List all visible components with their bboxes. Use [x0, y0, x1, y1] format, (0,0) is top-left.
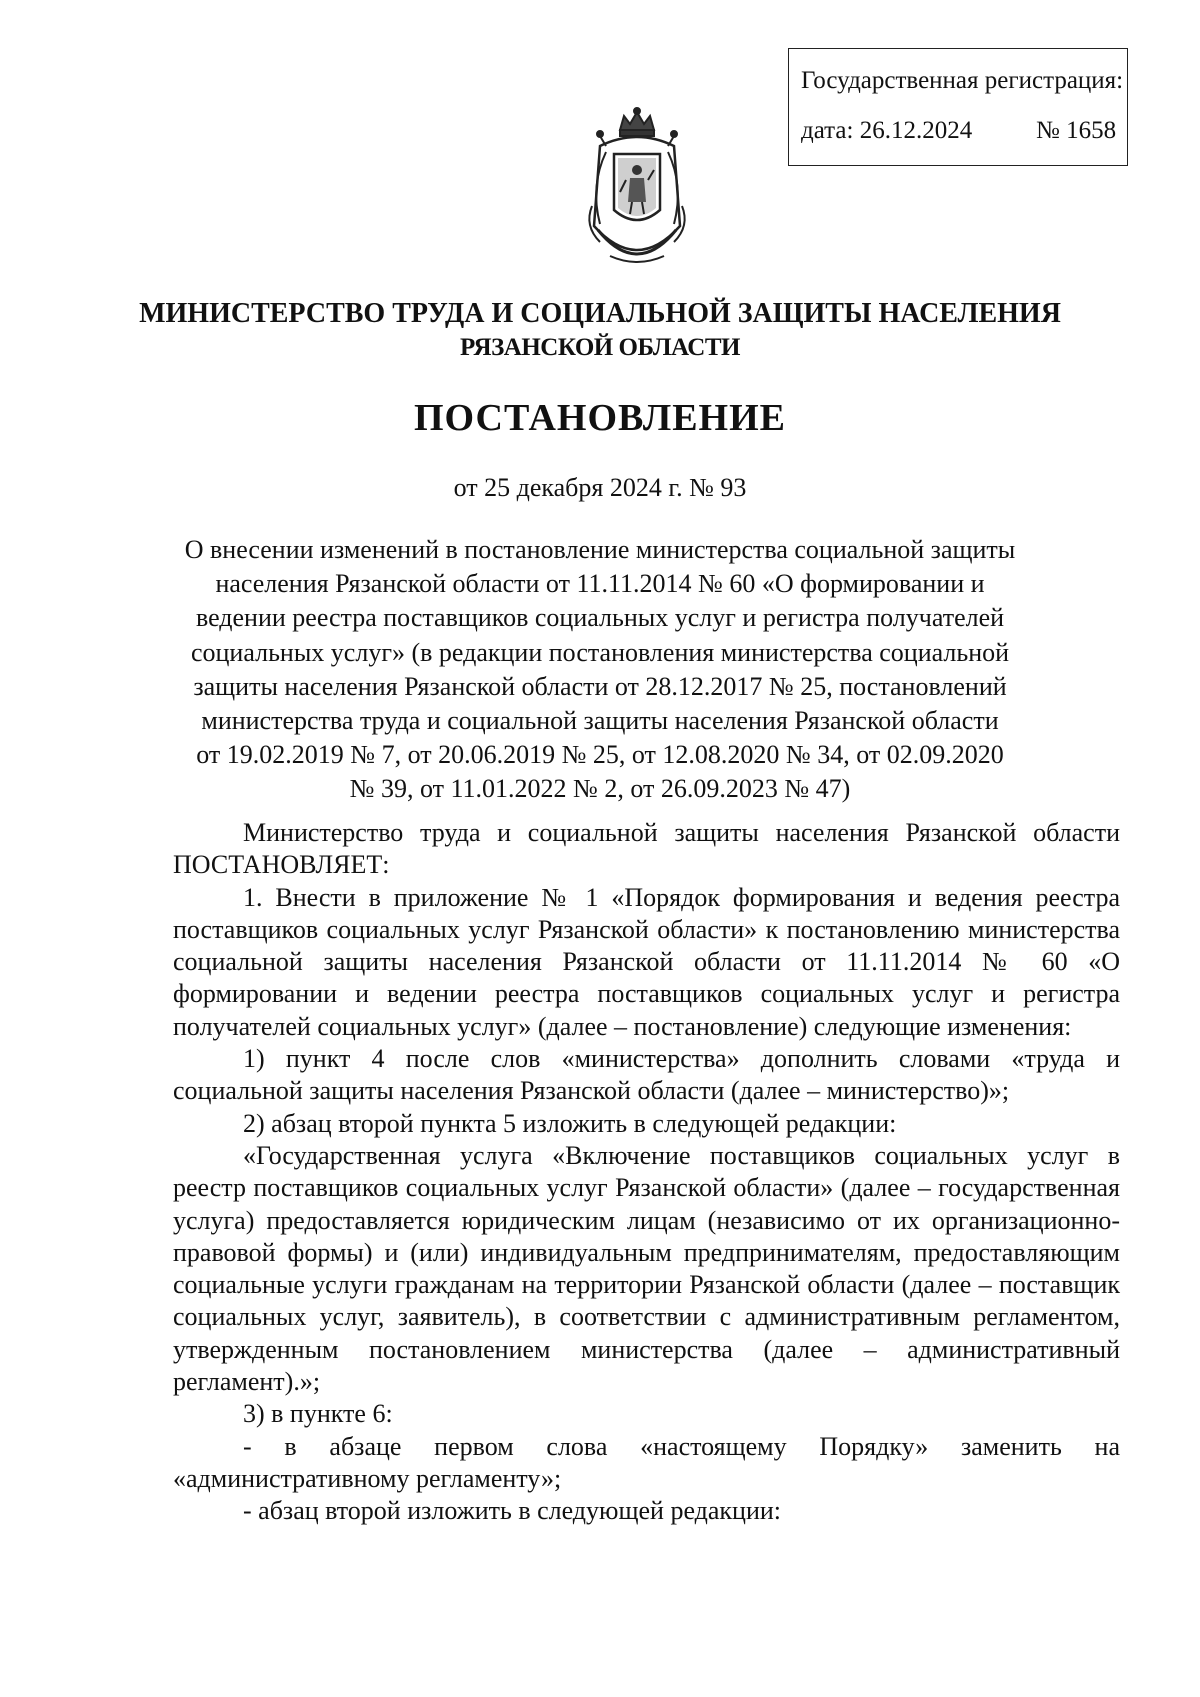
body-paragraph-subitem-1: 1) пункт 4 после слов «министерства» дополнить словами «труда и социальной защиты населения Рязанской области (далее – министерство)»; — [173, 1044, 1120, 1106]
body-paragraph-preamble: Министерство труда и социальной защиты населения Рязанской области ПОСТАНОВЛЯЕТ: — [173, 818, 1120, 880]
title-line: от 19.02.2019 № 7, от 20.06.2019 № 25, от 12.08.2020 № 34, от 02.09.2020 — [196, 740, 1004, 770]
ministry-name-line2: РЯЗАНСКОЙ ОБЛАСТИ — [460, 334, 740, 361]
document-body — [173, 817, 1120, 1528]
body-paragraph-subitem-3: 3) в пункте 6: — [243, 1399, 393, 1429]
registration-number: № 1658 — [1036, 117, 1117, 144]
document-title — [150, 533, 1050, 807]
document-type: ПОСТАНОВЛЕНИЕ — [413, 397, 787, 439]
registration-date: дата: 26.12.2024 — [801, 117, 973, 144]
body-paragraph-quote: «Государственная услуга «Включение поставщиков социальных услуг в реестр поставщиков социальных услуг Рязанской области» (далее – государственная услуга) предоставляется юридическим лицам (независимо от их организационно-правовой формы) и (или) индивидуальным предпринимателям, предоставляющим социальные услуги гражданам на территории Рязанской области (далее – поставщик социальных услуг, заявитель), в соответствии с административным регламентом, утвержденным постановлением министерства (далее – административный регламент).»; — [173, 1140, 1120, 1397]
title-line: защиты населения Рязанской области от 28.12.2017 № 25, постановлений — [193, 671, 1007, 701]
body-paragraph-dash-2: - абзац второй изложить в следующей редакции: — [243, 1496, 782, 1526]
coat-of-arms-icon — [570, 106, 704, 276]
ministry-name-line1: МИНИСТЕРСТВО ТРУДА И СОЦИАЛЬНОЙ ЗАЩИТЫ НАСЕЛЕНИЯ — [139, 298, 1061, 329]
title-line: социальных услуг» (в редакции постановления министерства социальной — [190, 637, 1010, 667]
title-line: № 39, от 11.01.2022 № 2, от 26.09.2023 № 47) — [349, 774, 851, 804]
title-line: ведении реестра поставщиков социальных услуг и регистра получателей — [195, 603, 1005, 633]
body-paragraph-item-1: 1. Внести в приложение № 1 «Порядок формирования и ведения реестра поставщиков социальных услуг Рязанской области» к постановлению министерства социальной защиты населения Рязанской области от 11.11.2014 № 60 «О формировании и ведении реестра поставщиков социальных услуг и регистра получателей социальных услуг» (далее – постановление) следующие изменения: — [173, 882, 1120, 1041]
title-line: населения Рязанской области от 11.11.2014 № 60 «О формировании и — [215, 569, 985, 599]
body-paragraph-subitem-2: 2) абзац второй пункта 5 изложить в следующей редакции: — [243, 1108, 897, 1138]
title-line: О внесении изменений в постановление министерства социальной защиты — [184, 535, 1016, 564]
title-line: министерства труда и социальной защиты населения Рязанской области — [201, 706, 999, 736]
registration-title: Государственная регистрация: — [801, 67, 1124, 94]
body-paragraph-dash-1: - в абзаце первом слова «настоящему Порядку» заменить на «административному регламенту»; — [173, 1431, 1120, 1493]
document-date-number: от 25 декабря 2024 г. № 93 — [453, 473, 747, 502]
registration-stamp — [788, 48, 1128, 166]
